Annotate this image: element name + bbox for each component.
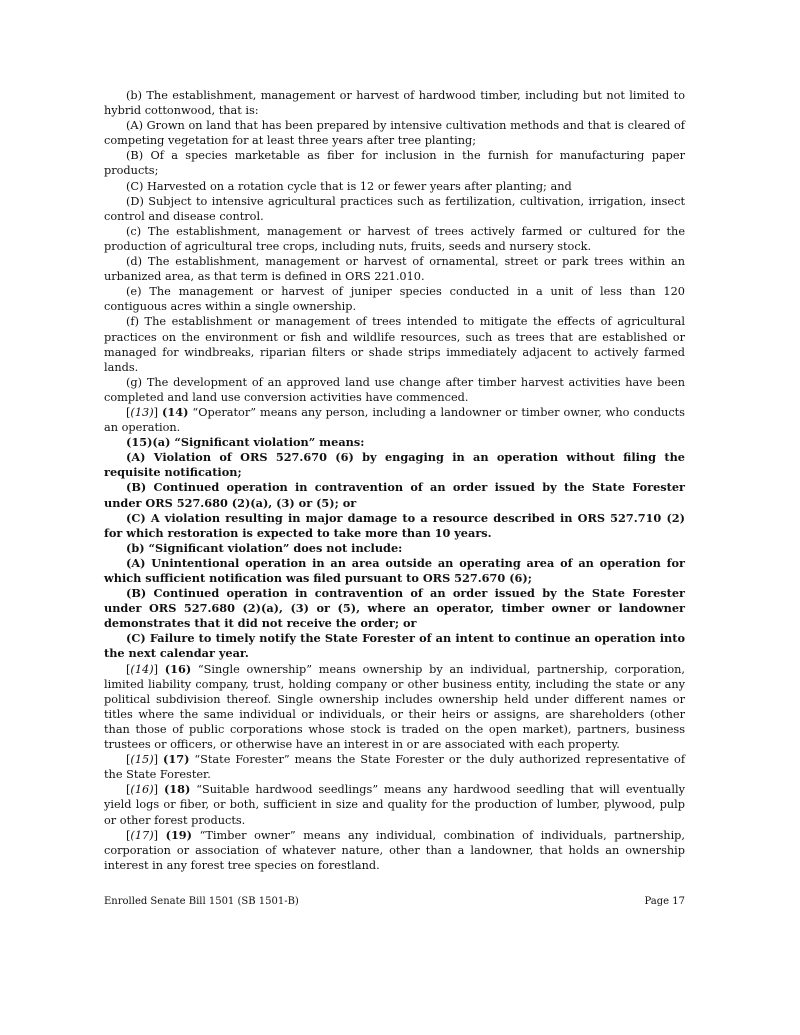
paragraph — [104, 586, 685, 631]
paragraph — [104, 314, 685, 374]
text-run: (c) The establishment, management or harvest of trees actively farmed or cultured for the production of agricultural tree crops, including nuts, fruits, seeds and nursery stock. — [104, 224, 685, 253]
text-run: [ — [126, 405, 131, 419]
italic-text: (13) — [130, 405, 154, 419]
text-run: (g) The development of an approved land use change after timber harvest activities have been completed and land use conversion activities have commenced. — [104, 375, 685, 404]
paragraph — [104, 782, 685, 827]
statute-text — [104, 88, 685, 873]
paragraph — [104, 556, 685, 586]
bold-text: (A) Unintentional operation in an area outside an operating area of an operation for which sufficient notification was filed pursuant to ORS 527.670 (6); — [104, 555, 685, 585]
text-run: (d) The establishment, management or harvest of ornamental, street or park trees within an urbanized area, as that term is defined in ORS 221.010. — [104, 255, 685, 284]
paragraph — [104, 118, 685, 148]
bold-text: (B) Continued operation in contravention of an order issued by the State Forester under ORS 527.680 (2)(a), (3) or (5), where an operator, timber owner or landowner demonstrates that it did not receive the order; or — [104, 586, 685, 631]
page-footer — [104, 896, 685, 907]
bold-text: (C) A violation resulting in major damage to a resource described in ORS 527.710 (2) for which restoration is expected to take more than 10 years. — [104, 510, 685, 540]
paragraph — [104, 179, 685, 194]
text-run: (D) Subject to intensive agricultural practices such as fertilization, cultivation, irrigation, insect control and disease control. — [104, 194, 685, 223]
bold-text: (18) — [163, 782, 191, 797]
text-run: [ — [126, 783, 131, 797]
text-run: “Single ownership” means ownership by an individual, partnership, corporation, limited liability company, trust, holding company or other business entity, including the state or any political subdivision thereof. Single ownership includes ownership held under different names or titles where the same individual or individuals, or their heirs or assigns, are shareholders (other than those of public corporations whose stock is traded on the open market), partners, business trustees or officers, or otherwise have an interest in or are associated with each property. — [104, 662, 686, 752]
paragraph — [104, 405, 685, 435]
paragraph — [104, 284, 685, 314]
italic-text: (15) — [130, 753, 154, 767]
bold-text: (B) Continued operation in contravention of an order issued by the State Forester under ORS 527.680 (2)(a), (3) or (5); or — [104, 480, 685, 510]
text-run: (B) Of a species marketable as fiber for inclusion in the furnish for manufacturing paper products; — [104, 149, 685, 178]
text-run: (b) The establishment, management or harvest of hardwood timber, including but not limited to hybrid cottonwood, that is: — [104, 89, 685, 118]
paragraph — [104, 480, 685, 510]
paragraph — [104, 224, 685, 254]
text-run: (C) Harvested on a rotation cycle that is 12 or fewer years after planting; and — [126, 179, 572, 193]
bold-text: (14) — [162, 404, 189, 419]
text-run: “Suitable hardwood seedlings” means any hardwood seedling that will eventually yield logs or fiber, or both, sufficient in size and quality for the production of lumber, plywood, pulp or other forest products. — [104, 783, 686, 827]
paragraph — [104, 828, 685, 873]
bold-text: (16) — [164, 661, 192, 676]
text-run: ] — [153, 405, 163, 419]
text-run: ] — [153, 828, 166, 842]
page-number: Page 17 — [644, 896, 685, 907]
text-run: ] — [153, 662, 165, 676]
text-run: “Operator” means any person, including a landowner or timber owner, who conducts an operation. — [104, 405, 685, 435]
paragraph — [104, 375, 685, 405]
italic-text: (17) — [130, 828, 154, 842]
text-run: (A) Grown on land that has been prepared by intensive cultivation methods and that is cleared of competing vegetation for at least three years after tree planting; — [104, 119, 685, 148]
bold-text: (C) Failure to timely notify the State Forester of an intent to continue an operation into the next calendar year. — [104, 631, 685, 661]
paragraph — [104, 194, 685, 224]
paragraph — [104, 752, 685, 782]
italic-text: (16) — [130, 783, 154, 797]
paragraph — [104, 254, 685, 284]
bold-text: (15)(a) “Significant violation” means: — [126, 435, 365, 450]
text-run: (e) The management or harvest of juniper species conducted in a unit of less than 120 contiguous acres within a single ownership. — [104, 285, 685, 314]
paragraph — [104, 450, 685, 480]
paragraph — [104, 541, 685, 556]
bold-text: (19) — [165, 827, 193, 842]
text-run: ] — [153, 753, 163, 767]
bold-text: (A) Violation of ORS 527.670 (6) by engaging in an operation without filing the requisite notification; — [104, 450, 685, 480]
text-run: [ — [126, 753, 131, 767]
text-run: “State Forester” means the State Forester or the duly authorized representative of the State Forester. — [104, 753, 686, 782]
paragraph — [104, 435, 685, 450]
text-run: [ — [126, 828, 131, 842]
text-run: ] — [153, 783, 164, 797]
paragraph — [104, 631, 685, 661]
text-run: [ — [126, 662, 131, 676]
text-run: (f) The establishment or management of trees intended to mitigate the effects of agricultural practices on the environment or fish and wildlife resources, such as trees that are established or managed for windbreaks, riparian filters or shade strips immediately adjacent to actively farmed lands. — [104, 315, 685, 374]
italic-text: (14) — [130, 662, 154, 676]
text-run: “Timber owner” means any individual, combination of individuals, partnership, corporation or association of whatever nature, other than a landowner, that holds an ownership interest in any forest tree species on forestland. — [104, 828, 686, 872]
bill-identifier: Enrolled Senate Bill 1501 (SB 1501-B) — [104, 896, 299, 907]
document-page — [104, 88, 685, 873]
bold-text: (17) — [163, 752, 190, 767]
paragraph — [104, 148, 685, 178]
paragraph — [104, 511, 685, 541]
bold-text: (b) “Significant violation” does not include: — [126, 540, 403, 555]
paragraph — [104, 662, 685, 753]
paragraph — [104, 88, 685, 118]
